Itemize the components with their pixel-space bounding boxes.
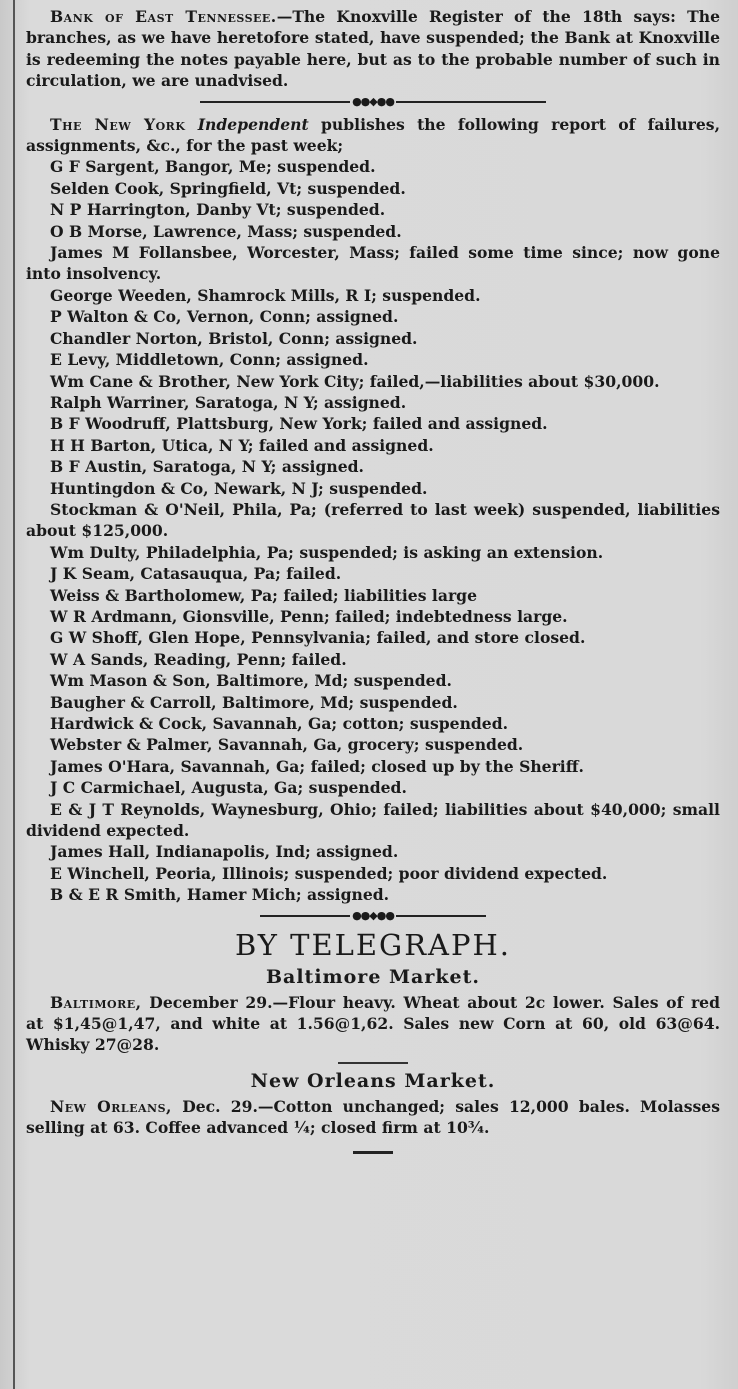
failures-list xyxy=(26,156,720,905)
list-item: James M Follansbee, Worcester, Mass; failed some time since; now gone into insolvency. xyxy=(26,243,720,284)
paragraph-lead: New Orleans, xyxy=(50,1096,172,1116)
list-item: B & E R Smith, Hamer Mich; assigned. xyxy=(50,885,390,905)
list-item: O B Morse, Lawrence, Mass; suspended. xyxy=(50,221,402,241)
failures-intro-paragraph xyxy=(26,114,720,157)
new-orleans-market-heading: New Orleans Market. xyxy=(250,1069,496,1092)
bank-of-east-tennessee-paragraph xyxy=(26,6,720,92)
baltimore-market-paragraph xyxy=(26,992,720,1056)
list-item: E Winchell, Peoria, Illinois; suspended; poor dividend expected. xyxy=(50,863,608,883)
list-item: G W Shoff, Glen Hope, Pennsylvania; failed, and store closed. xyxy=(50,628,586,648)
list-item: Huntingdon & Co, Newark, N J; suspended. xyxy=(50,478,428,498)
list-item: James Hall, Indianapolis, Ind; assigned. xyxy=(50,842,399,862)
list-item: E Levy, Middletown, Conn; assigned. xyxy=(50,350,369,370)
list-item: Stockman & O'Neil, Phila, Pa; (referred to last week) suspended, liabilities about $125,000. xyxy=(26,499,720,541)
paragraph-text: Dec. 29.—Cotton unchanged; sales 12,000 bales. Molasses selling at 63. Coffee advanced ¼; closed firm at 10¾. xyxy=(26,1096,721,1138)
paragraph-lead: The New York xyxy=(50,114,186,134)
list-item: W R Ardmann, Gionsville, Penn; failed; indebtedness large. xyxy=(50,606,568,626)
paragraph-text: —The Knoxville Register of the 18th says: The branches, as we have heretofore stated, have suspended; the Bank at Knoxville is redeeming the notes payable here, but as to the probable number of such in circulation, we are unadvised. xyxy=(26,7,720,91)
list-item: B F Woodruff, Plattsburg, New York; failed and assigned. xyxy=(50,414,548,434)
baltimore-market-heading: Baltimore Market. xyxy=(265,965,481,988)
paragraph-lead: Baltimore, xyxy=(50,992,142,1012)
paragraph-text: December 29.—Flour heavy. Wheat about 2c lower. Sales of red at $1,45@1,47, and white at 1.56@1,62. Sales new Corn at 60, old 63@64. Whisky 27@28. xyxy=(26,992,720,1055)
list-item: Wm Cane & Brother, New York City; failed,—liabilities about $30,000. xyxy=(50,371,660,391)
list-item: J C Carmichael, Augusta, Ga; suspended. xyxy=(50,778,407,798)
list-item: George Weeden, Shamrock Mills, R I; suspended. xyxy=(50,285,481,305)
list-item: Webster & Palmer, Savannah, Ga, grocery; suspended. xyxy=(50,735,524,755)
bottom-divider xyxy=(353,1151,393,1154)
paragraph-text: publishes the following report of failures, assignments, &c., for the past week; xyxy=(26,114,721,156)
publication-name: Independent xyxy=(197,114,309,134)
list-item: B F Austin, Saratoga, N Y; assigned. xyxy=(50,457,364,477)
short-divider xyxy=(338,1062,408,1064)
list-item: W A Sands, Reading, Penn; failed. xyxy=(50,649,347,669)
list-item: E & J T Reynolds, Waynesburg, Ohio; failed; liabilities about $40,000; small dividend expected. xyxy=(26,799,720,841)
column-rule xyxy=(13,0,15,1389)
ornamental-divider: ●●◆●● xyxy=(26,908,720,924)
list-item: N P Harrington, Danby Vt; suspended. xyxy=(50,200,386,220)
list-item: Wm Dulty, Philadelphia, Pa; suspended; is asking an extension. xyxy=(50,542,604,562)
paragraph-lead: Bank of East Tennessee. xyxy=(50,7,277,26)
list-item: P Walton & Co, Vernon, Conn; assigned. xyxy=(50,307,399,327)
list-item: H H Barton, Utica, N Y; failed and assigned. xyxy=(50,435,434,455)
new-orleans-market-paragraph xyxy=(26,1096,720,1139)
list-item: Hardwick & Cock, Savannah, Ga; cotton; suspended. xyxy=(50,714,509,733)
list-item: Ralph Warriner, Saratoga, N Y; assigned. xyxy=(50,392,407,412)
list-item: G F Sargent, Bangor, Me; suspended. xyxy=(50,157,376,177)
list-item: Baugher & Carroll, Baltimore, Md; suspended. xyxy=(50,692,458,712)
list-item: Wm Mason & Son, Baltimore, Md; suspended. xyxy=(50,671,452,691)
list-item: Selden Cook, Springfield, Vt; suspended. xyxy=(50,178,406,198)
section-heading: BY TELEGRAPH. xyxy=(234,927,512,962)
list-item: James O'Hara, Savannah, Ga; failed; closed up by the Sheriff. xyxy=(50,756,584,776)
list-item: Weiss & Bartholomew, Pa; failed; liabilities large xyxy=(50,585,477,605)
list-item: J K Seam, Catasauqua, Pa; failed. xyxy=(50,564,342,584)
ornamental-divider: ●●◆●● xyxy=(26,94,720,110)
list-item: Chandler Norton, Bristol, Conn; assigned. xyxy=(50,328,418,348)
